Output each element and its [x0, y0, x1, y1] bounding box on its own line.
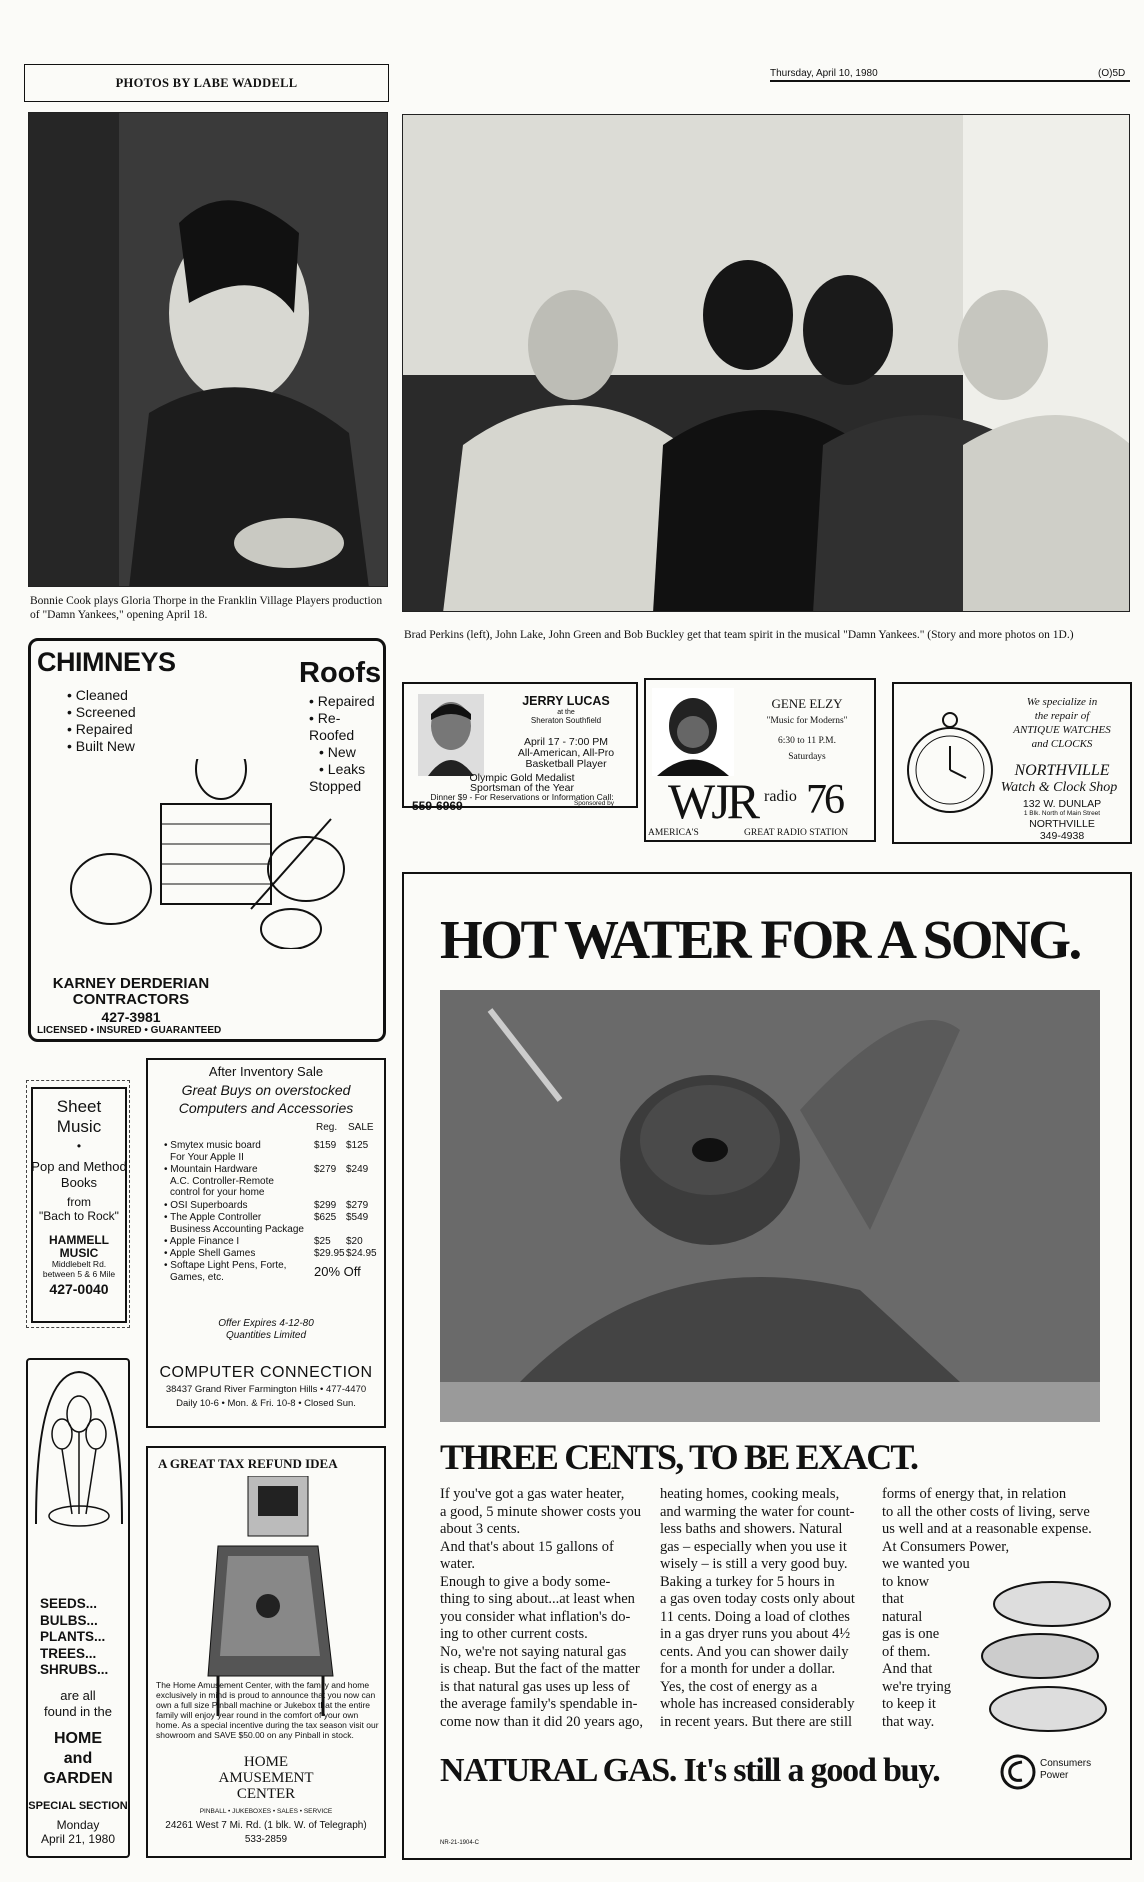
wjr-ad — [644, 678, 876, 842]
page-number: (O)5D — [1098, 68, 1126, 79]
col3-line: And that — [882, 1661, 933, 1677]
northville-ad — [892, 682, 1132, 844]
lucas-sponsor: Sponsored by — [573, 800, 615, 807]
item-sub: Business Accounting Package — [170, 1223, 304, 1235]
col1-line: a good, 5 minute shower costs you — [440, 1503, 641, 1520]
chimney-item: • Repaired — [67, 721, 133, 737]
ad-code: NR-21-1904-C — [440, 1840, 480, 1846]
computer-hours: Daily 10-6 • Mon. & Fri. 10-8 • Closed Sun. — [176, 1398, 356, 1409]
roofs-title: Roofs — [299, 657, 382, 689]
chimney-sweep-illustration — [51, 759, 371, 949]
chimneys-ad — [28, 638, 386, 1042]
col3-line: we're trying — [882, 1678, 952, 1695]
lucas-at: at the — [557, 709, 575, 716]
garden-text7: Monday — [56, 1818, 100, 1832]
col2-line: Baking a turkey for 5 hours in — [660, 1573, 835, 1590]
garden-item: SEEDS... — [40, 1596, 98, 1611]
pinball-address: 24261 West 7 Mi. Rd. (1 blk. W. of Telegraph) — [165, 1820, 367, 1831]
singing-man-image — [440, 990, 1100, 1422]
garden-list — [40, 1596, 108, 1679]
col1-line: ing to other current costs. — [440, 1626, 588, 1642]
item-sale: $24.95 — [346, 1248, 377, 1259]
col3-line: us well and at a reasonable expense. — [882, 1521, 1092, 1537]
chimneys-title: CHIMNEYS — [37, 647, 176, 677]
gas-col2 — [660, 1486, 874, 1731]
wjr-bottom-right: GREAT RADIO STATION — [744, 828, 849, 838]
col2-line: wisely – is still a very good buy. — [660, 1556, 848, 1572]
bonnie-cook-photo — [28, 112, 388, 587]
col2-line: cents. And you can shower daily — [660, 1643, 849, 1660]
sheet-title2: Music — [56, 1117, 102, 1136]
computer-item — [164, 1200, 384, 1212]
photo-credit-box — [24, 64, 389, 102]
gene-elzy-portrait — [652, 688, 734, 776]
roof-item: Stopped — [309, 778, 362, 794]
wjr-freq: 76 — [806, 777, 842, 823]
wjr-bottom-left: AMERICA'S — [648, 828, 699, 838]
roof-item: • Re-Roofed — [309, 710, 355, 743]
item-reg: $29.95 — [314, 1248, 345, 1259]
roof-item: • Leaks — [319, 761, 366, 777]
chimney-item: • Built New — [67, 738, 135, 754]
item-reg: $25 — [314, 1236, 331, 1247]
col1-line: water. — [440, 1556, 476, 1572]
lucas-desc1: All-American, All-Pro — [517, 747, 615, 759]
item-name: • Apple Finance I — [164, 1236, 240, 1247]
col2-line: 11 cents. Doing a load of clothes — [660, 1608, 850, 1625]
item-sub: A.C. Controller-Remote control for your home — [170, 1175, 274, 1198]
item-sale: 20% Off — [314, 1264, 361, 1279]
roof-item: • Repaired — [309, 693, 375, 709]
northville-address: 132 W. DUNLAP — [1022, 798, 1102, 810]
chimneys-phone: 427-3981 — [101, 1009, 161, 1025]
home-garden-ad — [26, 1358, 130, 1858]
wjr-radio: radio — [764, 788, 797, 805]
garden-text1: are all — [60, 1688, 96, 1703]
item-name: • Smytex music board — [164, 1140, 261, 1151]
lucas-venue: Sheraton Southfield — [530, 716, 602, 725]
pinball-phone: 533-2859 — [244, 1834, 288, 1845]
garden-item: SHRUBS... — [40, 1662, 109, 1677]
pinball-name3: CENTER — [236, 1786, 296, 1802]
page-date: Thursday, April 10, 1980 — [770, 68, 878, 79]
col1-line: thing to sing about...at least when — [440, 1591, 635, 1607]
col2-line: heating homes, cooking meals, — [660, 1486, 840, 1502]
chimneys-company: KARNEY DERDERIAN — [52, 975, 210, 992]
lucas-name: JERRY LUCAS — [522, 694, 610, 708]
sheet-title1: Sheet — [56, 1097, 102, 1116]
col3-line: gas is one — [882, 1626, 940, 1642]
sheet-music-ad — [26, 1080, 130, 1328]
sheet-store: HAMMELL — [49, 1233, 109, 1247]
jerry-lucas-ad — [402, 682, 638, 813]
computer-items — [164, 1140, 384, 1284]
pocket-watch-illustration — [902, 708, 998, 818]
col3-line: that — [882, 1591, 904, 1607]
computer-head3: Computers and Accessories — [178, 1100, 354, 1116]
bonnie-cook-image — [29, 113, 388, 587]
garden-text6: SPECIAL SECTION — [28, 1800, 128, 1812]
item-name: • Mountain Hardware — [164, 1164, 258, 1175]
item-name: • The Apple Controller — [164, 1212, 262, 1223]
col3-line: we wanted you — [882, 1556, 970, 1572]
col1-line: Enough to give a body some- — [440, 1573, 611, 1590]
col3-line: that way. — [882, 1713, 935, 1730]
garden-text4: and — [63, 1750, 93, 1767]
computer-head2: Great Buys on overstocked — [181, 1082, 351, 1098]
gas-subhead: THREE CENTS, TO BE EXACT. — [440, 1437, 918, 1477]
col2-line: in recent years. But there are still — [660, 1713, 853, 1730]
item-sub: Games, etc. — [170, 1271, 224, 1283]
col3-line: of them. — [882, 1643, 931, 1660]
garden-item: PLANTS... — [40, 1629, 106, 1644]
col1-line: come now than it did 20 years ago, — [440, 1713, 643, 1730]
computer-head1: After Inventory Sale — [208, 1064, 324, 1079]
northville-line4: and CLOCKS — [1031, 738, 1093, 750]
col3-line: to know — [882, 1573, 930, 1590]
sheet-line3: from — [67, 1195, 91, 1209]
item-reg: $159 — [314, 1140, 337, 1151]
computer-connection-ad — [146, 1058, 386, 1428]
col2-line: less baths and showers. Natural — [660, 1521, 843, 1537]
northville-line3: ANTIQUE WATCHES — [1013, 724, 1111, 736]
col1-line: you consider what inflation's do- — [440, 1608, 631, 1625]
sheet-phone: 427-0040 — [49, 1281, 109, 1297]
item-sub: For Your Apple II — [170, 1151, 244, 1163]
col1-line: the average family's spendable in- — [440, 1696, 638, 1712]
pinball-title: A GREAT TAX REFUND IDEA — [158, 1456, 338, 1471]
consumers-name: Consumers — [1040, 1758, 1092, 1769]
col1-line: is that natural gas uses up less of — [440, 1678, 630, 1695]
col2-line: and warming the water for count- — [660, 1503, 855, 1520]
consumers-name2: Power — [1040, 1770, 1069, 1781]
col1-line: is cheap. But the fact of the matter — [440, 1661, 640, 1677]
northville-phone: 349-4938 — [1039, 830, 1085, 842]
consumers-power-logo-icon — [1000, 1754, 1036, 1790]
lucas-desc3: Olympic Gold Medalist — [469, 772, 575, 784]
consumers-power-ad — [402, 872, 1132, 1860]
lucas-phone: 559-6969 — [412, 799, 463, 813]
pinball-name2: AMUSEMENT — [218, 1770, 314, 1786]
col-sale: SALE — [348, 1122, 374, 1133]
garden-text2: found in the — [44, 1704, 112, 1719]
wjr-logo: WJR — [668, 773, 756, 829]
photo-credit: PHOTOS BY LABE WADDELL — [115, 76, 298, 90]
item-sale: $20 — [346, 1236, 363, 1247]
col2-line: Yes, the cost of energy as a — [660, 1678, 818, 1695]
garden-item: BULBS... — [40, 1612, 98, 1628]
item-reg: $625 — [314, 1212, 337, 1223]
roof-item: • New — [319, 744, 356, 760]
wjr-days: Saturdays — [788, 752, 826, 762]
lucas-desc4: Sportsman of the Year — [470, 782, 574, 794]
lucas-date: April 17 - 7:00 PM — [523, 736, 609, 748]
col3-line: to keep it — [882, 1696, 936, 1712]
item-reg: $279 — [314, 1164, 337, 1175]
damn-yankees-team-photo — [402, 114, 1130, 612]
northville-city: NORTHVILLE — [1029, 818, 1095, 830]
item-name: • Apple Shell Games — [164, 1248, 256, 1259]
gas-col1 — [440, 1486, 654, 1731]
item-name: • OSI Superboards — [164, 1200, 248, 1211]
item-sale: $125 — [346, 1140, 369, 1151]
sheet-line4: "Bach to Rock" — [39, 1209, 119, 1223]
item-reg: $299 — [314, 1200, 337, 1211]
computer-limited: Quantities Limited — [225, 1330, 307, 1341]
caption-right: Brad Perkins (left), John Lake, John Green and Bob Buckley get that team spirit in the musical "Damn Yankees." (Story and more photos on 1D.) — [404, 629, 1074, 641]
col1-line: If you've got a gas water heater, — [440, 1486, 625, 1502]
chimneys-company2: CONTRACTORS — [72, 991, 190, 1008]
computer-item — [164, 1212, 384, 1236]
col3-line: natural — [882, 1608, 923, 1625]
chimney-item: • Cleaned — [67, 687, 128, 703]
wjr-name: GENE ELZY — [771, 696, 843, 711]
sheet-line2: Books — [60, 1175, 98, 1190]
gas-tagline: NATURAL GAS. It's still a good buy. — [440, 1752, 940, 1789]
gas-headline: HOT WATER FOR A SONG. — [440, 909, 1080, 970]
sheet-line1: Pop and Method — [31, 1159, 127, 1174]
sheet-address2: between 5 & 6 Mile — [42, 1269, 116, 1279]
col3-line: to all the other costs of living, serve — [882, 1503, 1090, 1520]
wjr-time: 6:30 to 11 P.M. — [778, 736, 836, 746]
computer-expires: Offer Expires 4-12-80 — [218, 1318, 314, 1329]
home-amusement-ad — [146, 1446, 386, 1858]
pinball-name1: HOME — [243, 1754, 289, 1770]
computer-item — [164, 1236, 384, 1248]
col3-line: At Consumers Power, — [882, 1538, 1010, 1555]
col1-line: And that's about 15 gallons of — [440, 1538, 614, 1555]
lucas-dinner: Dinner $9 - For Reservations or Information Call: — [430, 792, 614, 802]
col1-line: No, we're not saying natural gas — [440, 1643, 627, 1660]
tulip-illustration — [32, 1364, 126, 1534]
caption-left: Bonnie Cook plays Gloria Thorpe in the Franklin Village Players production of "Damn Yankees," opening April 18. — [30, 595, 383, 621]
shower-photo — [440, 990, 1100, 1422]
item-name: • Softape Light Pens, Forte, — [164, 1260, 287, 1271]
wjr-tagline: "Music for Moderns" — [766, 716, 848, 726]
col2-line: in a gas dryer runs you about 4½ — [660, 1626, 851, 1642]
col-reg: Reg. — [316, 1122, 338, 1133]
col1-line: about 3 cents. — [440, 1521, 521, 1537]
item-sale: $249 — [346, 1164, 369, 1175]
sheet-store2: MUSIC — [59, 1246, 99, 1260]
col2-line: gas – especially when you use it — [660, 1538, 847, 1555]
chimney-item: • Screened — [67, 704, 136, 720]
item-sale: $549 — [346, 1212, 369, 1223]
garden-text3: HOME — [54, 1730, 102, 1747]
team-image — [403, 115, 1130, 612]
col2-line: a gas oven today costs only about — [660, 1591, 855, 1607]
garden-text5: GARDEN — [43, 1770, 113, 1787]
item-sale: $279 — [346, 1200, 369, 1211]
sheet-address: Middlebelt Rd. — [51, 1259, 107, 1269]
computer-item — [164, 1248, 384, 1260]
coins-illustration — [952, 1564, 1112, 1744]
col3-line: forms of energy that, in relation — [882, 1486, 1067, 1502]
computer-item — [164, 1260, 384, 1284]
northville-name1: NORTHVILLE — [1014, 762, 1110, 779]
garden-item: TREES... — [40, 1645, 97, 1661]
pinball-body: The Home Amusement Center, with the family and home exclusively in mind is proud to announce that you now can own a full size Pinball machine or Jukebox that the entire family will enjoy year round in the comfort of your own home. As a special incentive during the tax season visit our showroom and SAVE $50.00 on any Pinball in stock. — [156, 1680, 379, 1740]
northville-name2: Watch & Clock Shop — [1000, 780, 1118, 795]
col2-line: whole has increased considerably — [660, 1696, 855, 1712]
northville-line1: We specialize in — [1026, 696, 1098, 708]
computer-address: 38437 Grand River Farmington Hills • 477-4470 — [165, 1384, 367, 1395]
garden-text8: April 21, 1980 — [40, 1832, 116, 1846]
sheet-bullet: • — [76, 1139, 82, 1153]
col2-line: for a month for under a dollar. — [660, 1661, 836, 1677]
computer-store: COMPUTER CONNECTION — [159, 1364, 373, 1381]
jerry-lucas-portrait — [418, 694, 484, 776]
computer-item — [164, 1140, 384, 1164]
computer-item — [164, 1164, 384, 1200]
lucas-desc2: Basketball Player — [525, 758, 607, 770]
northville-address2: 1 Blk. North of Main Street — [1023, 810, 1101, 817]
northville-line2: the repair of — [1034, 710, 1090, 722]
chimneys-tagline: LICENSED • INSURED • GUARANTEED — [37, 1025, 222, 1036]
header-rule — [770, 80, 1130, 82]
chimneys-left-list — [67, 687, 136, 755]
pinball-services: PINBALL • JUKEBOXES • SALES • SERVICE — [199, 1808, 333, 1815]
